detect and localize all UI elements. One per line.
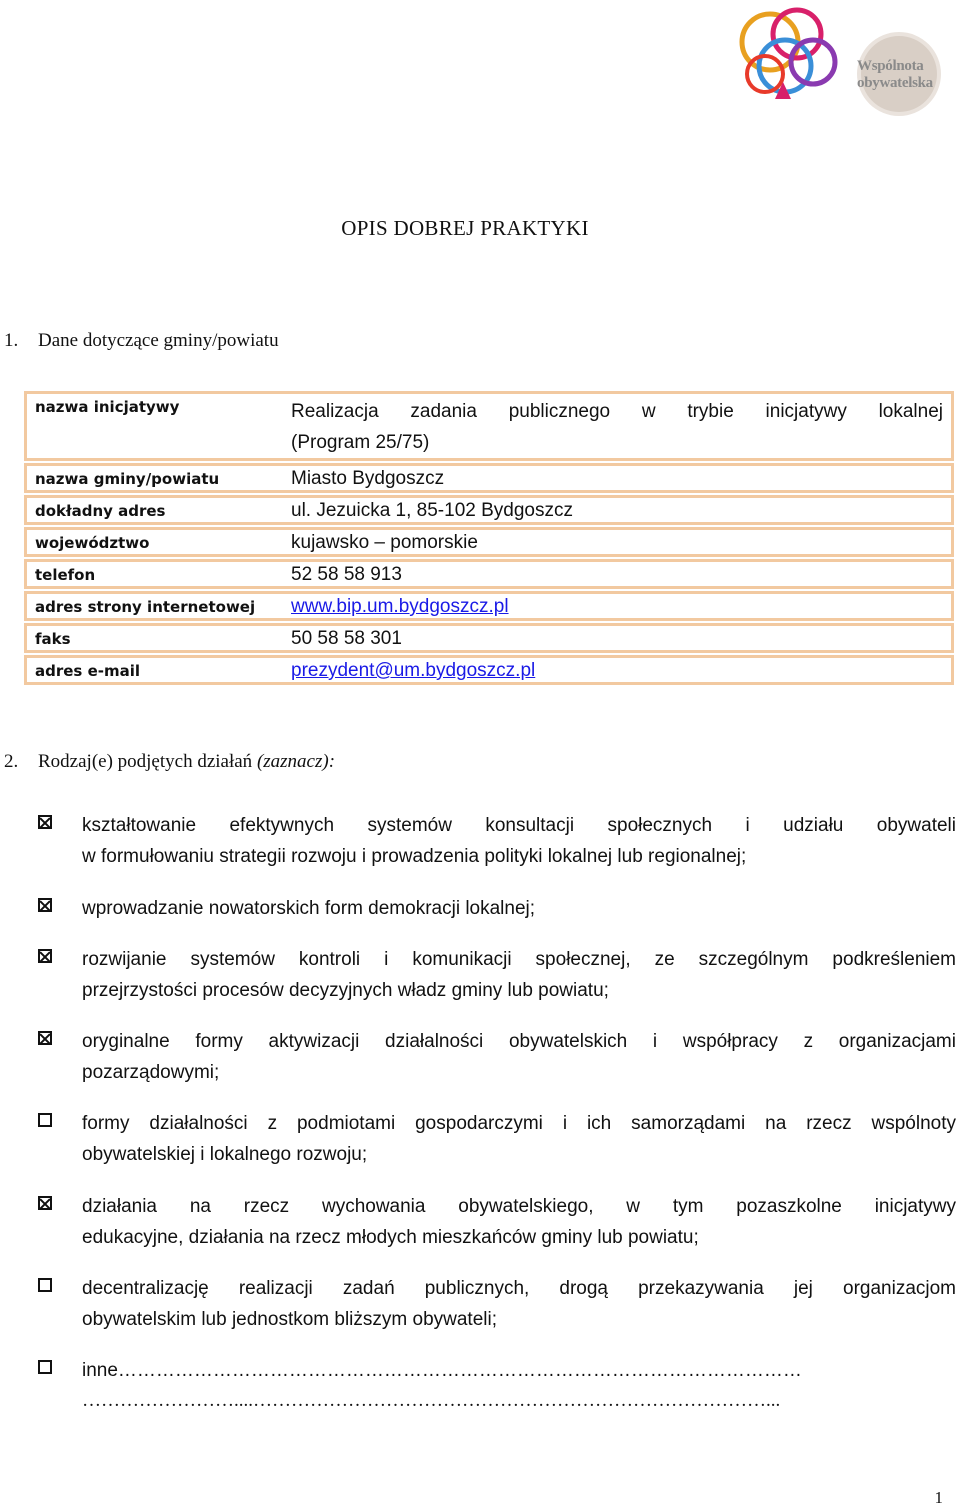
checklist-item[interactable]: wprowadzanie nowatorskich form demokracji lokalnej; <box>38 893 956 924</box>
label-email: adres e-mail <box>24 655 283 685</box>
label-voivodeship: województwo <box>24 527 283 557</box>
value-phone: 52 58 58 913 <box>283 559 954 589</box>
table-row <box>24 655 954 685</box>
unchecked-checkbox-icon[interactable] <box>38 1113 52 1127</box>
checklist-item[interactable]: rozwijanie systemów kontroli i komunikacji społecznej, ze szczególnym podkreśleniem przejrzystości procesów decyzyjnych władz gminy lub powiatu; <box>38 944 956 1006</box>
table-row <box>24 391 954 461</box>
label-phone: telefon <box>24 559 283 589</box>
section-2-heading: 2. Rodzaj(e) podjętych działań (zaznacz): <box>4 751 336 772</box>
checklist-item[interactable]: formy działalności z podmiotami gospodarczymi i ich samorządami na rzecz wspólnoty obywatelskiej i lokalnego rozwoju; <box>38 1108 956 1170</box>
checked-checkbox-icon[interactable] <box>38 815 52 829</box>
checklist-item[interactable]: kształtowanie efektywnych systemów konsultacji społecznych i udziału obywateli w formułowaniu strategii rozwoju i prowadzenia polityki lokalnej lub regionalnej; <box>38 810 956 872</box>
value-fax: 50 58 58 301 <box>283 623 954 653</box>
value-municipality: Miasto Bydgoszcz <box>283 463 954 493</box>
checked-checkbox-icon[interactable] <box>38 1031 52 1045</box>
email-link[interactable]: prezydent@um.bydgoszcz.pl <box>291 660 536 681</box>
value-address: ul. Jezuicka 1, 85-102 Bydgoszcz <box>283 495 954 525</box>
table-row <box>24 623 954 653</box>
label-initiative-name: nazwa inicjatywy <box>24 391 283 461</box>
section-1-heading: 1. Dane dotyczące gminy/powiatu <box>4 330 279 351</box>
checklist-item[interactable]: inne……………………………………………………………………………………………… <box>38 1355 956 1386</box>
checklist-item[interactable]: oryginalne formy aktywizacji działalności obywatelskich i współpracy z organizacjami pozarządowymi; <box>38 1026 956 1088</box>
value-initiative-name: Realizacja zadania publicznego w trybie inicjatywy lokalnej (Program 25/75) <box>283 391 954 461</box>
fill-in-dots: ……………………....………………………………………………………………………... <box>82 1390 781 1411</box>
label-municipality: nazwa gminy/powiatu <box>24 463 283 493</box>
checked-checkbox-icon[interactable] <box>38 949 52 963</box>
website-link[interactable]: www.bip.um.bydgoszcz.pl <box>291 596 509 617</box>
table-row <box>24 591 954 621</box>
table-row <box>24 463 954 493</box>
page-title: OPIS DOBREJ PRAKTYKI <box>341 216 589 240</box>
unchecked-checkbox-icon[interactable] <box>38 1360 52 1374</box>
unchecked-checkbox-icon[interactable] <box>38 1278 52 1292</box>
label-address: dokładny adres <box>24 495 283 525</box>
label-fax: faks <box>24 623 283 653</box>
page-number: 1 <box>934 1488 943 1507</box>
table-row <box>24 495 954 525</box>
value-email <box>283 655 954 685</box>
municipality-info-table <box>24 389 954 687</box>
checklist-item[interactable]: działania na rzecz wychowania obywatelskiego, w tym pozaszkolne inicjatywy edukacyjne, działania na rzecz młodych mieszkańców gminy lub powiatu; <box>38 1191 956 1253</box>
value-website <box>283 591 954 621</box>
logo-text: Wspólnota obywatelska <box>857 58 933 91</box>
value-voivodeship: kujawsko – pomorskie <box>283 527 954 557</box>
table-row <box>24 527 954 557</box>
checklist-item[interactable]: decentralizację realizacji zadań publicznych, drogą przekazywania jej organizacjom obywatelskim lub jednostkom bliższym obywateli; <box>38 1273 956 1335</box>
checked-checkbox-icon[interactable] <box>38 898 52 912</box>
checked-checkbox-icon[interactable] <box>38 1196 52 1210</box>
label-website: adres strony internetowej <box>24 591 283 621</box>
table-row <box>24 559 954 589</box>
